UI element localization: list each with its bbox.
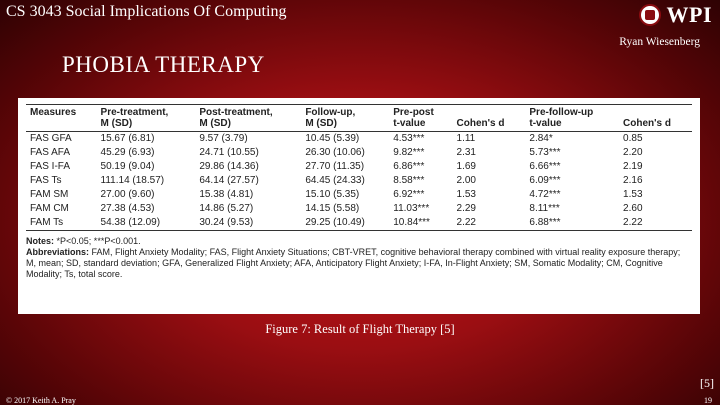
column-subheader: [26, 118, 97, 132]
figure-caption: Figure 7: Result of Flight Therapy [5]: [265, 322, 455, 336]
table-cell: 4.53***: [393, 133, 425, 144]
results-table-figure: [18, 98, 700, 314]
row-measure: FAS I-FA: [30, 161, 71, 172]
table-cell: 64.14 (27.57): [199, 175, 259, 186]
results-table: [26, 104, 692, 231]
table-cell: 6.09***: [529, 175, 561, 186]
table-cell: 29.86 (14.36): [199, 161, 259, 172]
column-header: [453, 105, 526, 119]
table-cell: 111.14 (18.57): [100, 175, 165, 186]
table-row: [26, 202, 692, 216]
table-cell: 2.00: [456, 175, 476, 186]
table-cell: 24.71 (10.55): [199, 147, 259, 158]
column-subheader: Cohen's d: [453, 118, 526, 132]
column-header: Follow-up,: [305, 107, 356, 118]
notes-label: Notes:: [26, 236, 55, 246]
table-cell: 1.53: [623, 189, 643, 200]
table-cell: 6.88***: [525, 216, 619, 231]
table-cell: 27.70 (11.35): [305, 161, 365, 172]
column-header: Pre-post: [393, 107, 434, 118]
column-header: Post-treatment,: [199, 107, 273, 118]
column-subheader: t-value: [389, 118, 452, 132]
table-cell: 14.15 (5.58): [305, 203, 360, 214]
table-cell: 6.92***: [393, 189, 425, 200]
table-cell: 8.58***: [393, 175, 425, 186]
table-cell: 1.53: [456, 189, 476, 200]
row-measure: FAM CM: [30, 203, 69, 214]
row-measure: FAS AFA: [30, 147, 71, 158]
table-cell: 11.03***: [393, 203, 430, 214]
table-cell: 2.29: [456, 203, 476, 214]
table-header-row: [26, 105, 692, 119]
table-cell: 5.73***: [529, 147, 561, 158]
course-title: CS 3043 Social Implications Of Computing: [6, 3, 287, 20]
wpi-seal-icon: [639, 4, 661, 26]
table-row: [26, 188, 692, 202]
table-row: [26, 216, 692, 231]
table-cell: 26.30 (10.06): [305, 147, 365, 158]
page-number: 19: [704, 396, 712, 405]
table-cell: 2.19: [623, 161, 643, 172]
table-cell: 2.20: [623, 147, 643, 158]
table-cell: 6.66***: [529, 161, 561, 172]
table-cell: 27.38 (4.53): [100, 203, 155, 214]
table-cell: 54.38 (12.09): [97, 216, 196, 231]
row-measure: FAS Ts: [30, 175, 62, 186]
row-measure: FAM SM: [30, 189, 69, 200]
column-subheader: M (SD): [97, 118, 196, 132]
reference-marker: [5]: [700, 376, 714, 390]
table-cell: 45.29 (6.93): [100, 147, 155, 158]
table-row: [26, 146, 692, 160]
table-cell: 9.57 (3.79): [199, 133, 248, 144]
column-subheader: M (SD): [301, 118, 389, 132]
table-cell: 2.22: [619, 216, 692, 231]
table-cell: 30.24 (9.53): [195, 216, 301, 231]
table-cell: 15.38 (4.81): [199, 189, 254, 200]
table-cell: 10.84***: [389, 216, 452, 231]
table-cell: 9.82***: [393, 147, 425, 158]
table-cell: 1.69: [456, 161, 476, 172]
column-subheader: Cohen's d: [619, 118, 692, 132]
row-measure: FAS GFA: [30, 133, 72, 144]
copyright-text: © 2017 Keith A. Pray: [6, 396, 76, 405]
table-cell: 2.60: [623, 203, 643, 214]
wpi-logo: [639, 2, 713, 28]
author-name: Ryan Wiesenberg: [619, 36, 700, 48]
table-cell: 2.84*: [529, 133, 553, 144]
column-header: Pre-follow-up: [529, 107, 594, 118]
table-cell: 29.25 (10.49): [301, 216, 389, 231]
table-row: [26, 160, 692, 174]
table-cell: 64.45 (24.33): [305, 175, 365, 186]
table-cell: 15.10 (5.35): [305, 189, 360, 200]
wpi-logo-text: WPI: [666, 2, 712, 27]
table-row: [26, 174, 692, 188]
column-header: Measures: [30, 107, 77, 118]
table-cell: 6.86***: [393, 161, 425, 172]
table-cell: 0.85: [623, 133, 643, 144]
table-cell: 1.11: [456, 133, 476, 144]
column-subheader: M (SD): [195, 118, 301, 132]
table-subheader-row: [26, 118, 692, 132]
table-cell: 2.16: [623, 175, 643, 186]
table-notes: [26, 236, 692, 280]
table-cell: 27.00 (9.60): [100, 189, 155, 200]
table-cell: 4.72***: [529, 189, 561, 200]
table-cell: 2.31: [456, 147, 476, 158]
table-cell: 2.22: [453, 216, 526, 231]
table-cell: 8.11***: [529, 203, 560, 214]
table-cell: 50.19 (9.04): [100, 161, 155, 172]
column-header: Pre-treatment,: [100, 107, 169, 118]
notes-text: *P<0.05; ***P<0.001.: [56, 236, 141, 246]
table-cell: 10.45 (5.39): [305, 133, 360, 144]
abbreviations-text: FAM, Flight Anxiety Modality; FAS, Flight Anxiety Situations; CBT-VRET, cognitive behavioral therapy combined with virtual reality exposure therapy; M, mean; SD, standard deviation; GFA, Generalized Flight Anxiety; AFA, Anticipatory Flight Anxiety; I-FA, In-Flight Anxiety; SM, Somatic Modality; CM, Cognitive Modality; Ts, total score.: [26, 247, 681, 279]
abbreviations-label: Abbreviations:: [26, 247, 90, 257]
column-header: [619, 105, 692, 119]
table-cell: 15.67 (6.81): [100, 133, 155, 144]
row-measure: FAM Ts: [26, 216, 97, 231]
slide-title: PHOBIA THERAPY: [62, 52, 265, 77]
column-subheader: t-value: [525, 118, 619, 132]
table-cell: 14.86 (5.27): [199, 203, 254, 214]
table-row: [26, 132, 692, 147]
